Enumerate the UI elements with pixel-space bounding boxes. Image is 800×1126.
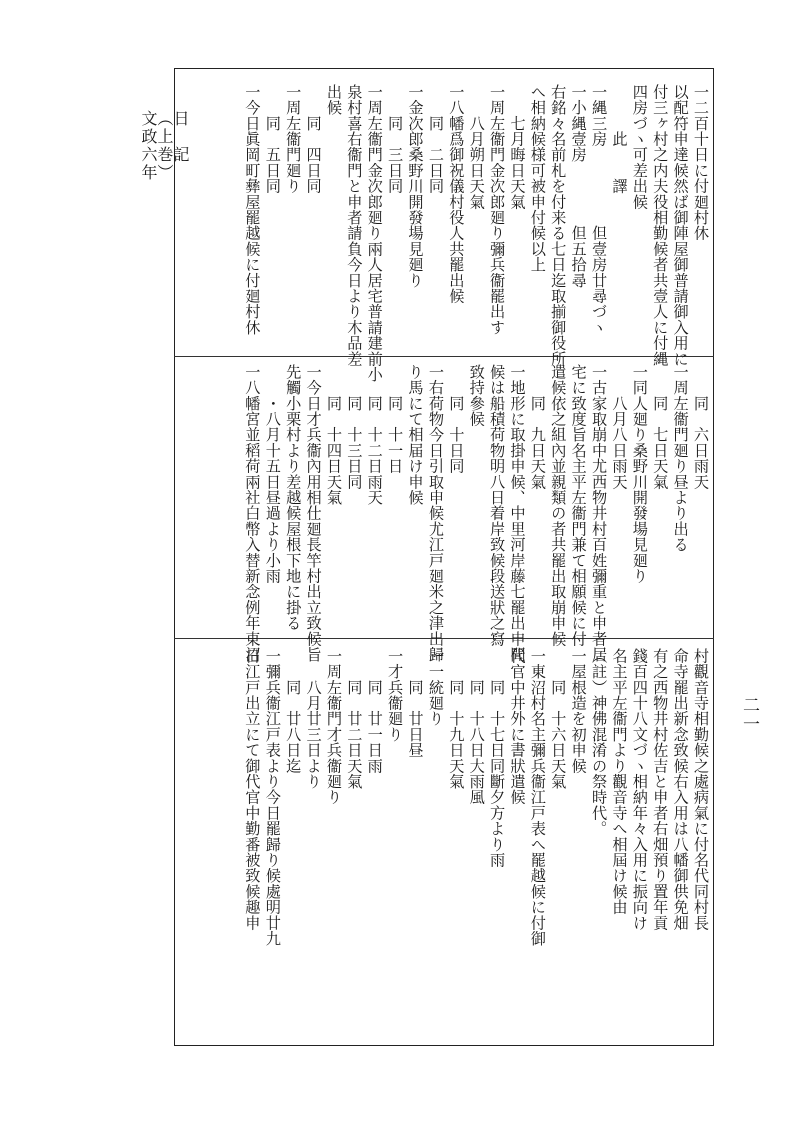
text-column: 先觸小栗村より差越候屋根下地に掛る — [284, 364, 303, 631]
text-column: 同 二日同 — [426, 84, 445, 194]
text-column: （註）神佛混淆の祭時代。 — [590, 648, 609, 837]
text-column: 同 廿一日雨 — [365, 648, 384, 774]
text-column: 一今日眞岡町彝屋罷越候に付廻村休 — [243, 84, 262, 336]
header-title: 日 記 — [171, 110, 190, 164]
text-column: 同 六日雨天 — [692, 364, 710, 490]
text-column: 有之西物井村佐吉と申者右畑預り置年貢 — [651, 648, 670, 931]
text-column: 一周左衞門才兵衞廻り — [324, 648, 343, 805]
text-column: 泉村喜右衞門と申者請負今日より木品差 — [345, 84, 364, 367]
header-era: 文政六年 — [139, 110, 158, 182]
text-column: 一八幡宮並稻荷兩社白幣入替新念例年東沼 — [243, 364, 262, 663]
text-column: 同 四日同 — [304, 84, 323, 194]
text-column: 代官中井外に書狀遣候 — [508, 648, 527, 805]
text-column: 命寺罷出新念致候右入用は八幡御供免畑 — [671, 648, 690, 931]
text-column: 同 九日天氣 — [528, 364, 547, 490]
text-column: 同 十八日大雨風 — [467, 648, 486, 805]
text-column: 同 廿二日天氣 — [345, 648, 364, 790]
text-column: 村觀音寺相勤候之處病氣に付名代同村長 — [692, 648, 710, 931]
text-band-upper — [178, 84, 710, 383]
text-column: 一彌兵衞江戸表より今日罷歸り候處明廿九 — [263, 648, 282, 947]
text-column: 八月朔日天氣 — [467, 84, 486, 210]
text-column: 同 十七日同斷夕方より雨 — [488, 648, 507, 868]
text-column: 一周左衞門廻り — [284, 84, 303, 194]
text-column: 一周左衞門金次郎廻り彌兵衞罷出す — [488, 84, 507, 336]
text-column: 同 三日同 — [386, 84, 405, 194]
text-column: 一地形に取掛申候、中里河岸藤七罷出申聞 — [508, 364, 527, 663]
text-column: 以配符申達候然ば御陣屋御普請御入用に — [671, 84, 690, 367]
band-divider-1 — [174, 356, 714, 357]
text-column: 錢百四十八文づヽ相納年々入用に振向け — [630, 648, 649, 931]
text-column: 同 十三日同 — [345, 364, 364, 490]
text-column: 一屋根造を初申候 — [569, 648, 588, 774]
text-band-middle — [178, 364, 710, 663]
text-column: 一右荷物今日引取申候尤江戸廻米之津出歸 — [426, 364, 445, 663]
text-column: 同 十一日 — [386, 364, 405, 474]
text-column: 一縄三房 但壹房廿尋づヽ — [590, 84, 609, 336]
text-column: 一東沼村名主彌兵衞江戸表へ罷越候に付御 — [528, 648, 547, 947]
text-column: 同 五日同 — [263, 84, 282, 194]
text-column: 宅に致度旨名主平左衞門兼て相願候に付 — [569, 364, 588, 647]
text-column: 一古家取崩中尤西物井村百姓彌重と申者居 — [590, 364, 609, 663]
text-column: 一一統廻り — [426, 648, 445, 727]
text-column: 一八幡爲御祝儀村役人共罷出候 — [447, 84, 466, 304]
text-column: 此 譯 — [610, 84, 629, 194]
text-column: 同 七日天氣 — [651, 364, 670, 490]
text-column: 同 十四日天氣 — [324, 364, 343, 506]
text-column: 付三ヶ村之内夫役相勤候者共壹人に付縄 — [651, 84, 670, 367]
text-band-lower — [178, 648, 710, 1036]
text-column: り馬にて相届け申候 — [406, 364, 425, 506]
text-column: 同 十日同 — [447, 364, 466, 474]
text-column: 同 廿八日迄 — [284, 648, 303, 774]
text-column: 同 十六日天氣 — [549, 648, 568, 790]
text-column: 八月廿三日より — [304, 648, 323, 790]
page-number: 二一 — [739, 696, 759, 734]
text-column: 一才兵衞廻り — [386, 648, 405, 743]
text-column: 致持參候 — [467, 364, 486, 427]
text-column: 一周左衞門廻り昼より出る — [671, 364, 690, 553]
text-column: 一周左衞門金次郎廻り兩人居宅普請建前小 — [365, 84, 384, 383]
text-column: ・八月十五日昼過より小雨 — [263, 364, 282, 584]
text-column: 出候 — [324, 84, 343, 116]
text-column: 名主平左衞門より觀音寺へ相屆け候由 — [610, 648, 629, 915]
text-column: 一二百十日に付廻村休 — [692, 84, 710, 241]
text-column: 一小縄壹房 但五拾尋 — [569, 84, 588, 289]
header-volume: （上巻） — [155, 110, 174, 182]
text-column: 日江戸出立にて御代官中勤番被致候趣申 — [243, 648, 262, 931]
text-column: 一今日才兵衞內用相仕廻長竿村出立致候旨 — [304, 364, 323, 663]
text-column: 四房づヽ可差出候 — [630, 84, 649, 210]
text-column: 一金次郎桑野川開發場見廻り — [406, 84, 425, 289]
text-column: 一同人廻り桑野川開發場見廻り — [630, 364, 649, 584]
text-column: 同 廿日昼 — [406, 648, 425, 758]
text-column: へ相納候様可被申付候以上 — [528, 84, 547, 273]
text-column: 七月晦日天氣 — [508, 84, 527, 210]
text-column: 八月八日雨天 — [610, 364, 629, 490]
text-column: 遣候依之組內並親類の者共罷出取崩申候 — [549, 364, 568, 647]
text-column: 右銘々名前札を付来る七日迄取揃御役所 — [549, 84, 568, 367]
text-column: 同 十二日雨天 — [365, 364, 384, 506]
text-column: 同 十九日天氣 — [447, 648, 466, 790]
text-column: 候は船積荷物明八日着岸致候段送狀之寫 — [488, 364, 507, 647]
